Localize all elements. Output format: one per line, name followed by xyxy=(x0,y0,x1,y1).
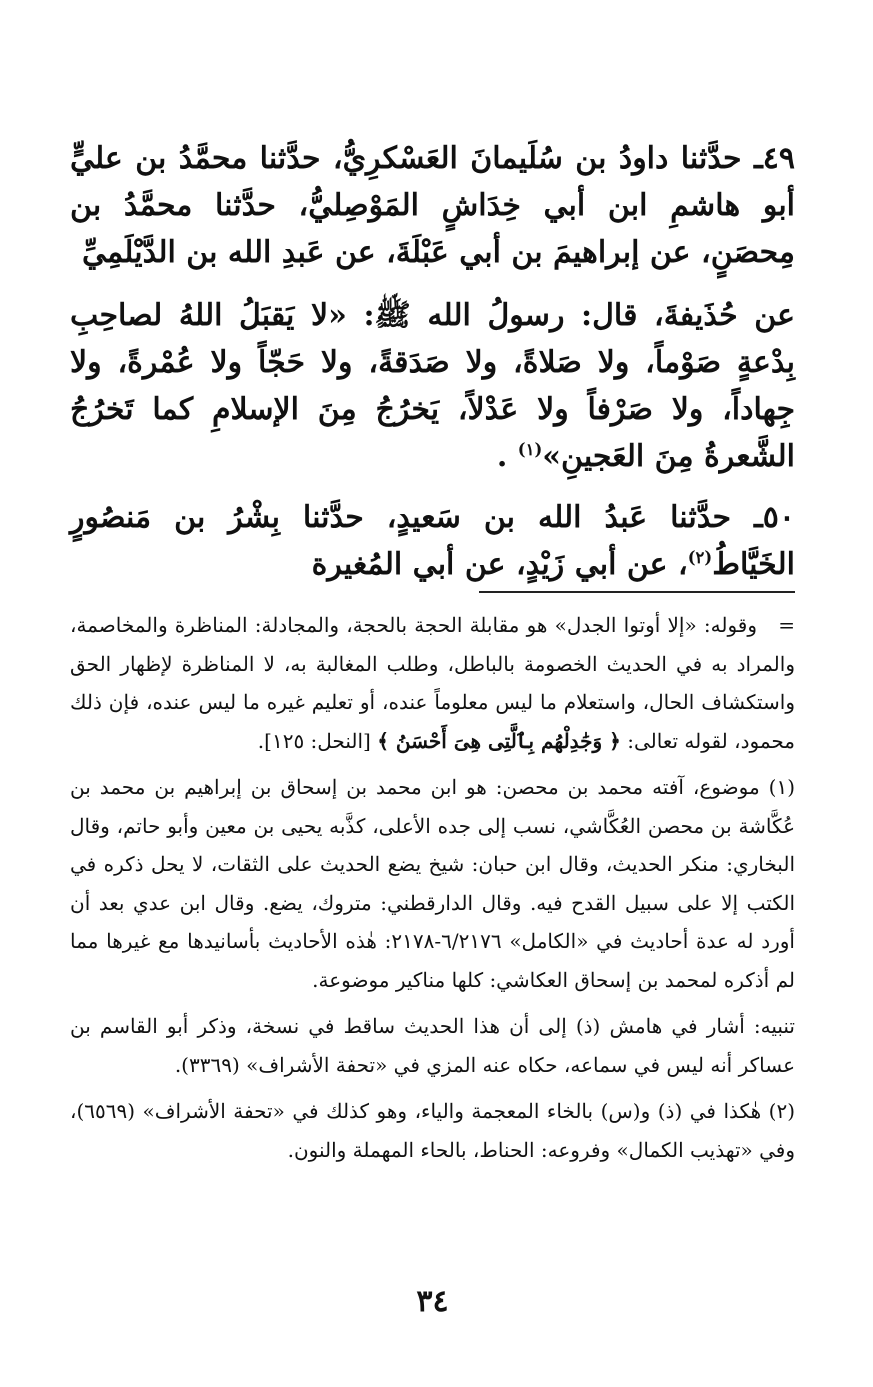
footnote-divider xyxy=(479,591,795,593)
footnote-ref-1[interactable]: (١) xyxy=(517,440,543,459)
book-page xyxy=(70,0,795,1387)
page-number: ٣٤ xyxy=(416,1284,449,1319)
hadith-49-isnad: ٤٩ـ حدَّثنا داودُ بن سُلَيمانَ العَسْكرِيُّ، حدَّثنا محمَّدُ بن عليٍّ أبو هاشمِ ابن أبي خِدَاشٍ المَوْصِليُّ، حدَّثنا محمَّدُ بن مِحصَنٍ، عن إبراهيمَ بن أبي عَبْلَةَ، عن عَبدِ الله بن الدَّيْلَمِيِّ xyxy=(70,141,795,270)
quran-reference: [النحل: ١٢٥]. xyxy=(257,728,371,753)
hadith-50-text-b: ، عن أبي زَيْدٍ، عن أبي المُغيرة xyxy=(311,547,688,582)
main-text xyxy=(70,135,795,602)
continuation-mark: = xyxy=(778,613,795,637)
footnotes xyxy=(70,606,795,1177)
hadith-49-end: . xyxy=(496,439,508,474)
continuation-text: وقوله: «إلا أوتوا الجدل» هو مقابلة الحجة بالحجة، والمجادلة: المناظرة والمخاصمة، والمراد به في الحديث الخصومة بالباطل، وطلب المغالبة به، لا المناظرة لإظهار الحق واستكشاف الحال، واستعلام ما ليس معلوماً عنده، أو تعليم غيره ما ليس عنده، فإن ذلك محمود، لقوله تعالى: xyxy=(70,613,795,753)
hadith-49-matn-text: عن حُذَيفةَ، قال: رسولُ الله ﷺ: «لا يَقبَلُ اللهُ لصاحِبِ بِدْعةٍ صَوْماً، ولا صَلاةً، ولا صَدَقةً، ولا حَجّاً ولا عُمْرةً، ولا جِهاداً، ولا صَرْفاً ولا عَدْلاً، يَخرُجُ مِنَ الإسلامِ كما تَخرُجُ الشَّعرةُ مِنَ العَجينِ» xyxy=(70,298,795,474)
footnote-1: (١) موضوع، آفته محمد بن محصن: هو ابن محمد بن إسحاق بن إبراهيم بن محمد بن عُكَّاشة بن محصن العُكَّاشي، نسب إلى جده الأعلى، كذَّبه يحيى بن معين وأبو حاتم، وقال البخاري: منكر الحديث، وقال ابن حبان: شيخ يضع الحديث على الثقات، لا يحل ذكره في الكتب إلا على سبيل القدح فيه. وقال الدارقطني: متروك، يضع. وقال ابن عدي بعد أن أورد له عدة أحاديث في «الكامل» ٦/٢١٧٦-٢١٧٨: هٰذه الأحاديث بأسانيدها مع غيرها مما لم أذكره لمحمد بن إسحاق العكاشي: كلها مناكير موضوعة. xyxy=(70,775,795,992)
footnote-ref-2[interactable]: (٢) xyxy=(687,548,713,567)
footnote-2: (٢) هٰكذا في (ذ) و(س) بالخاء المعجمة والياء، وهو كذلك في «تحفة الأشراف» (٦٥٦٩)، وفي «تهذيب الكمال» وفروعه: الحناط، بالحاء المهملة والنون. xyxy=(70,1099,795,1162)
hadith-50-text-a: ٥٠ـ حدَّثنا عَبدُ الله بن سَعيدٍ، حدَّثنا بِشْرُ بن مَنصُورٍ الخَيَّاطُ xyxy=(70,500,795,582)
hadith-49-matn xyxy=(70,292,795,480)
hadith-50 xyxy=(70,494,795,588)
quran-verse: ﴿ وَجَٰدِلْهُم بِٱلَّتِى هِىَ أَحْسَنُ ﴾ xyxy=(377,728,621,753)
footnote-1-tanbih: تنبيه: أشار في هامش (ذ) إلى أن هذا الحديث ساقط في نسخة، وذكر أبو القاسم بن عساكر أنه ليس في سماعه، حكاه عنه المزي في «تحفة الأشراف» (٣٣٦٩). xyxy=(70,1014,795,1077)
footnote-continuation xyxy=(70,606,795,760)
